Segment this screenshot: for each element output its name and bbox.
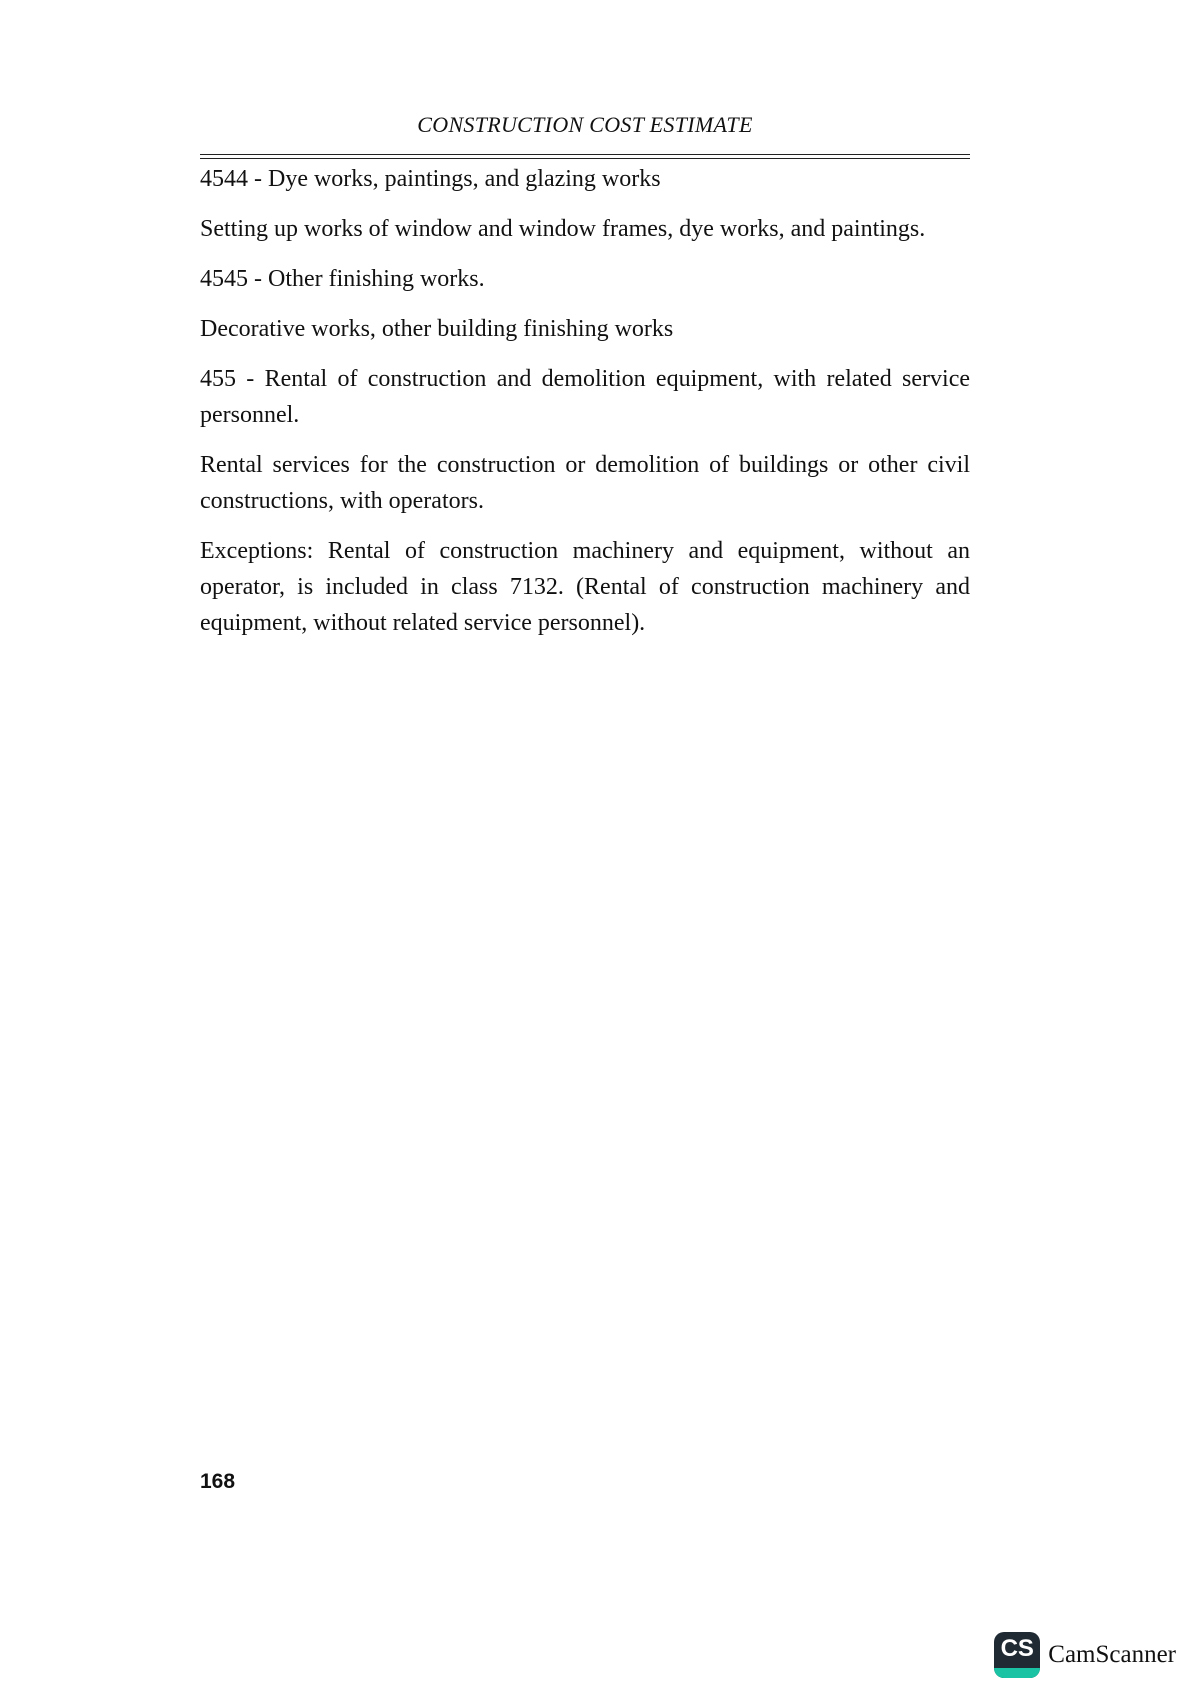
section-description-4544: Setting up works of window and window frames, dye works, and paintings. bbox=[200, 216, 926, 242]
section-heading-455: 455 - Rental of construction and demolition equipment, with related service personnel. bbox=[200, 366, 970, 428]
section-exceptions-455: Exceptions: Rental of construction machinery and equipment, without an operator, is included in class 7132. (Rental of construction machinery and equipment, without related service personnel). bbox=[200, 538, 970, 636]
section-description-4545: Decorative works, other building finishing works bbox=[200, 316, 674, 342]
section-heading-4545: 4545 - Other finishing works. bbox=[200, 266, 485, 292]
header-double-rule bbox=[200, 154, 970, 159]
page-number: 168 bbox=[200, 1470, 236, 1493]
section-description-455: Rental services for the construction or demolition of buildings or other civil constructions, with operators. bbox=[200, 452, 970, 514]
section-heading-4544: 4544 - Dye works, paintings, and glazing works bbox=[200, 166, 661, 192]
camscanner-watermark bbox=[994, 1632, 1176, 1678]
page-body bbox=[200, 161, 970, 655]
camscanner-logo-icon bbox=[994, 1632, 1040, 1678]
running-header: CONSTRUCTION COST ESTIMATE bbox=[417, 112, 753, 137]
camscanner-brand: CamScanner bbox=[1048, 1641, 1176, 1668]
camscanner-logo-accent bbox=[994, 1668, 1040, 1678]
camscanner-logo-text: CS bbox=[1000, 1635, 1034, 1662]
